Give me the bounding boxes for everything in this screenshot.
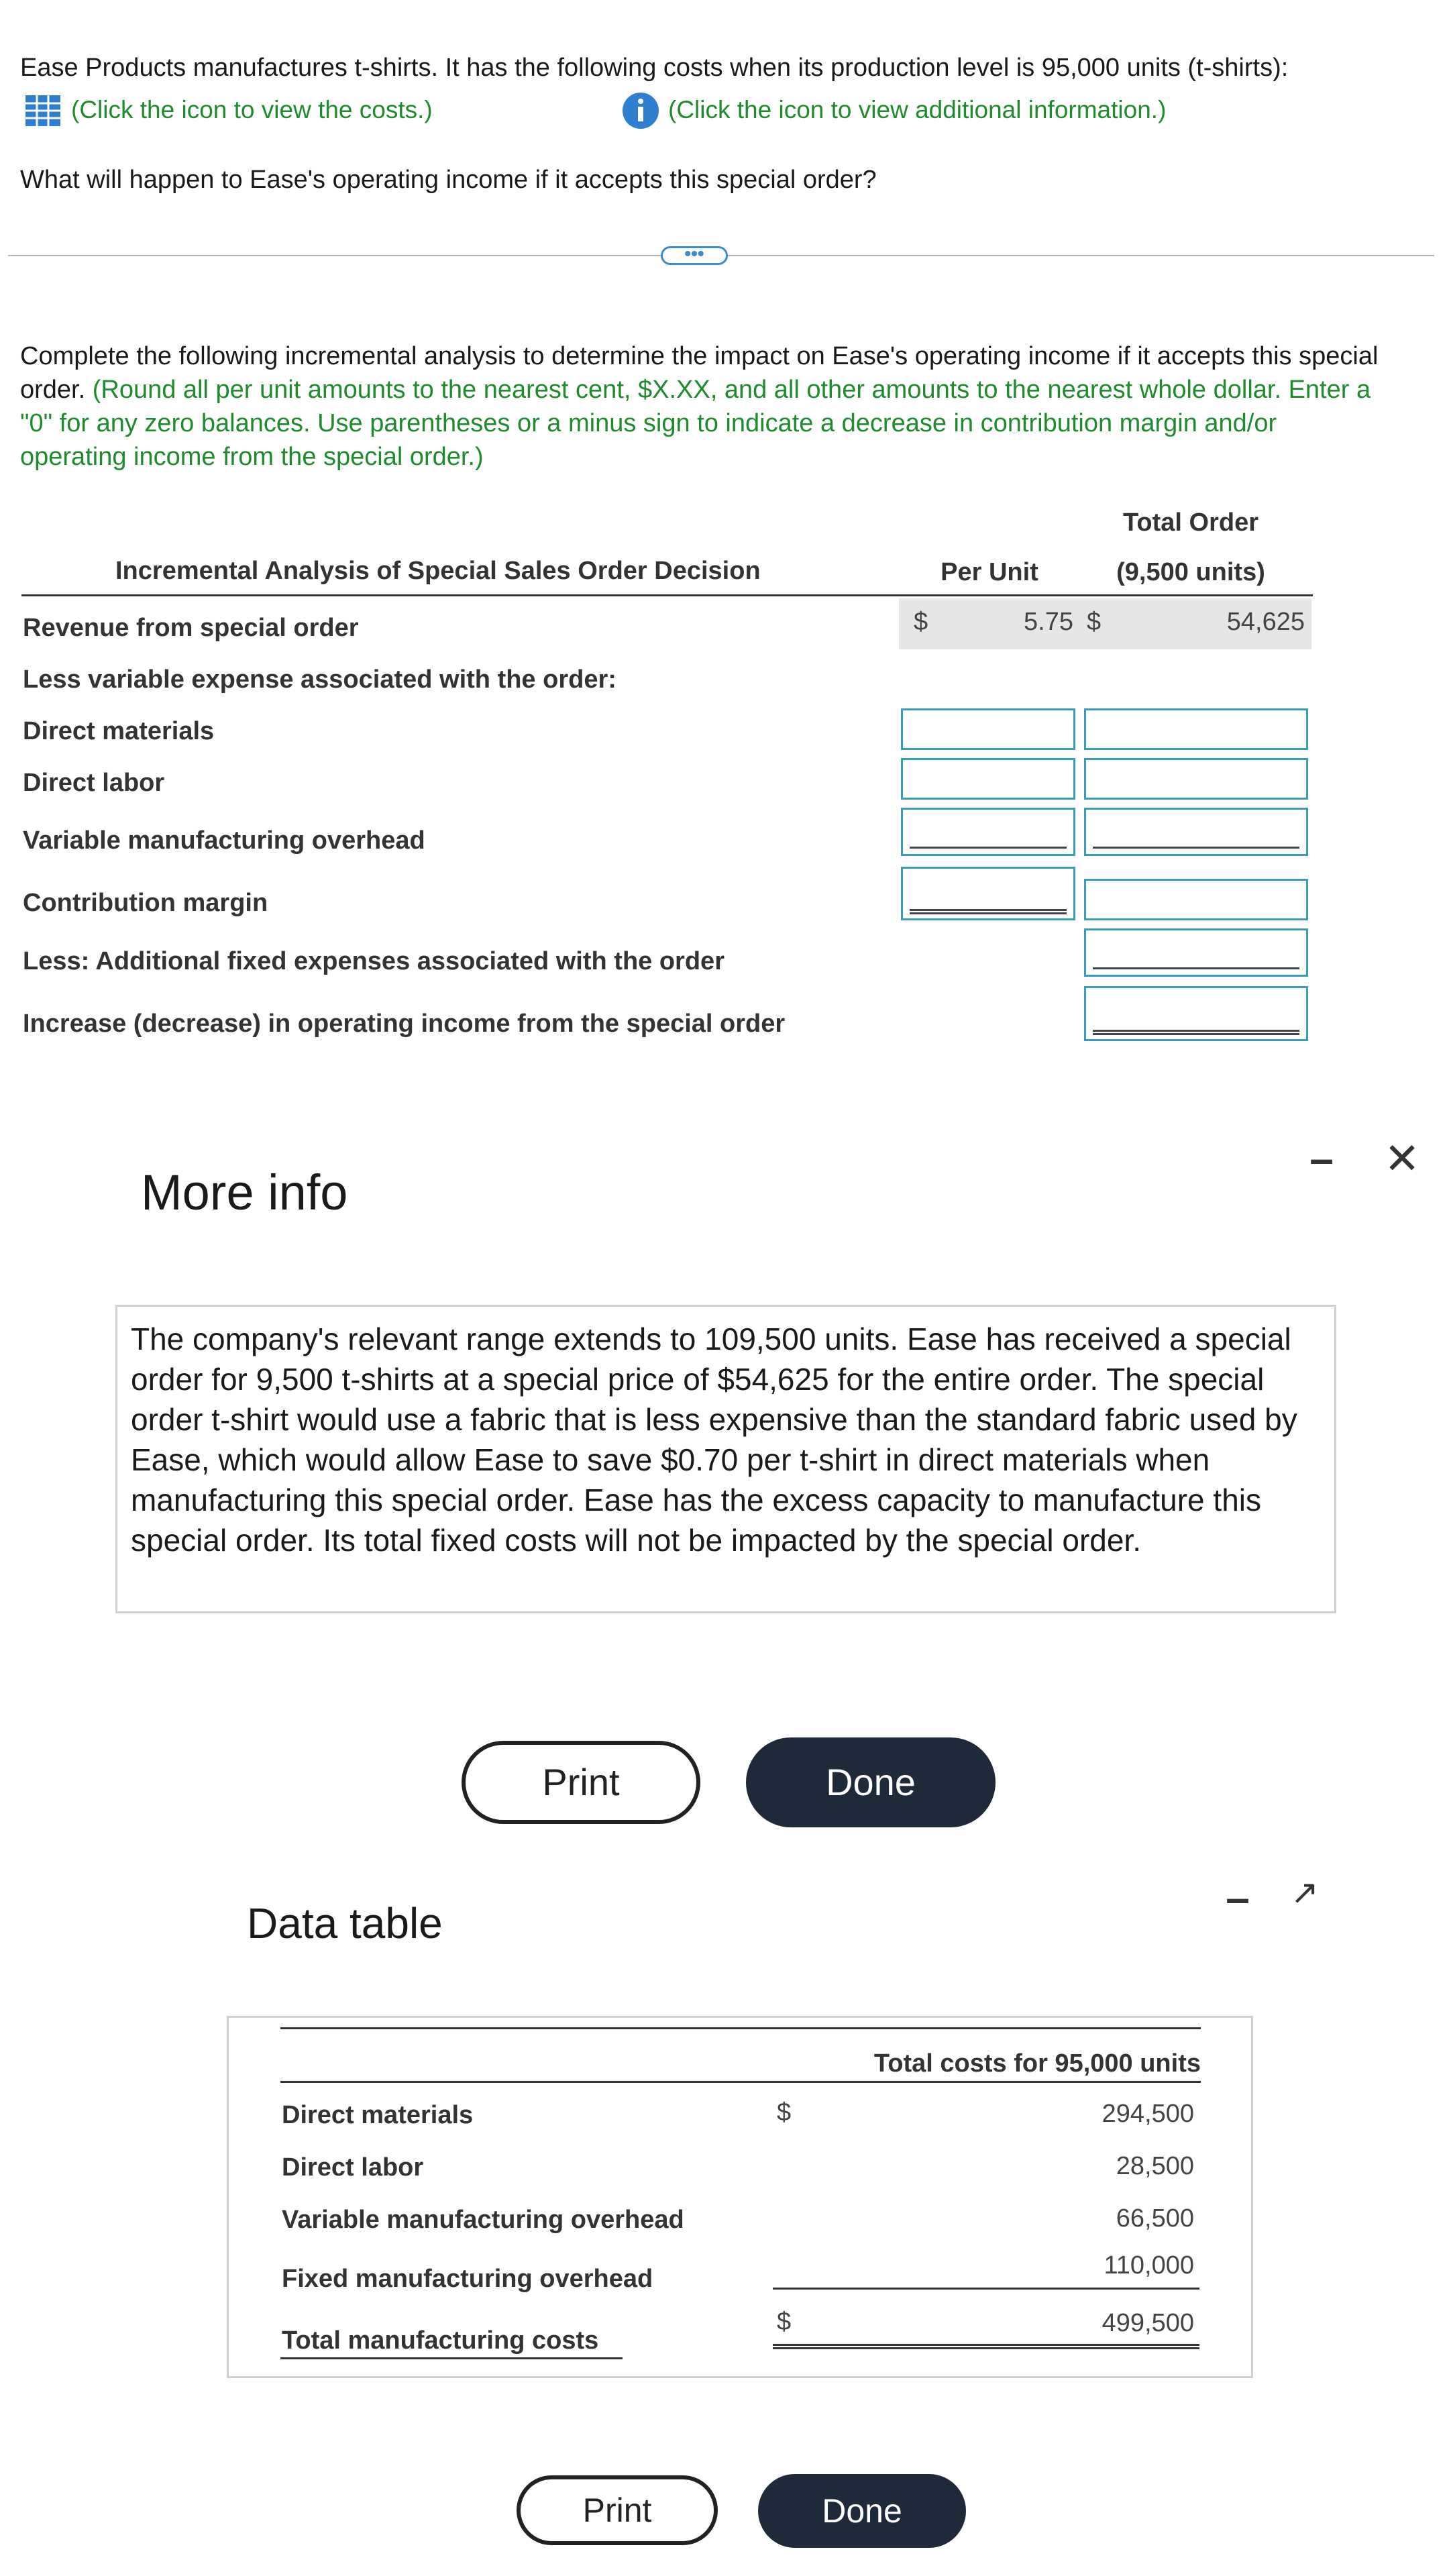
analysis-title: Incremental Analysis of Special Sales Order Decision [115, 557, 761, 585]
row-variable-overhead: Variable manufacturing overhead [23, 826, 425, 855]
data-table-expand-icon[interactable]: ↗ [1291, 1874, 1319, 1911]
direct-materials-per-unit-input[interactable] [901, 708, 1075, 750]
dt-direct-labor-value: 28,500 [1116, 2152, 1194, 2180]
revenue-per-unit-symbol: $ [914, 608, 928, 636]
data-table-minimize-icon[interactable]: – [1226, 1874, 1250, 1922]
contribution-margin-total-input[interactable] [1084, 879, 1308, 920]
more-info-text-box [115, 1305, 1336, 1613]
more-info-minimize-icon[interactable]: – [1309, 1134, 1334, 1183]
revenue-total-value: 54,625 [1226, 608, 1305, 636]
instructions [20, 339, 1382, 474]
instructions-text: Complete the following incremental analysis to determine the impact on Ease's operating income if it accepts this special order. [20, 342, 1379, 404]
header-rule [21, 594, 1313, 596]
dt-direct-materials-symbol: $ [777, 2098, 792, 2127]
costs-link[interactable]: (Click the icon to view the costs.) [71, 96, 433, 123]
dt-row-direct-labor: Direct labor [282, 2153, 424, 2182]
costs-table-icon[interactable] [24, 94, 64, 127]
dt-fixed-overhead-value: 110,000 [1104, 2251, 1194, 2279]
dt-row-fixed-overhead: Fixed manufacturing overhead [282, 2265, 653, 2293]
question-prompt: What will happen to Ease's operating income if it accepts this special order? [20, 166, 877, 194]
direct-labor-per-unit-input[interactable] [901, 758, 1075, 800]
data-table-header: Total costs for 95,000 units [873, 2049, 1201, 2078]
contribution-margin-per-unit-input[interactable] [901, 867, 1075, 920]
variable-overhead-per-unit-input[interactable] [901, 808, 1075, 856]
more-info-print-button[interactable]: Print [462, 1741, 700, 1824]
dt-row-variable-overhead: Variable manufacturing overhead [282, 2206, 684, 2234]
variable-overhead-total-input[interactable] [1084, 808, 1308, 856]
row-revenue: Revenue from special order [23, 614, 359, 642]
data-table-header-rule [280, 2081, 1201, 2083]
more-info-title: More info [141, 1165, 348, 1220]
revenue-total-symbol: $ [1087, 608, 1102, 636]
instructions-rounding: (Round all per unit amounts to the nearest cent, $X.XX, and all other amounts to the nearest whole dollar. Enter a "0" for any zero balances. Use parentheses or a minus sign to indicate a decrease in contribution margin and/or operating income from the special order.) [20, 376, 1371, 471]
row-less-variable: Less variable expense associated with the order: [23, 665, 616, 694]
additional-fixed-total-input[interactable] [1084, 928, 1308, 977]
more-info-done-button[interactable]: Done [746, 1737, 996, 1827]
col-total-header-1: Total Order [1123, 508, 1258, 537]
row-operating-income: Increase (decrease) in operating income from the special order [23, 1010, 786, 1038]
dt-row-direct-materials: Direct materials [282, 2101, 474, 2129]
dt-total-symbol: $ [777, 2308, 792, 2336]
dt-total-label-rule [280, 2357, 623, 2359]
info-icon[interactable] [621, 91, 661, 131]
row-additional-fixed: Less: Additional fixed expenses associated with the order [23, 947, 724, 975]
data-table-top-rule [280, 2027, 1201, 2029]
dt-total-value: 499,500 [1102, 2309, 1194, 2337]
more-info-close-icon[interactable]: ✕ [1384, 1134, 1420, 1183]
data-table-title: Data table [247, 1899, 443, 1947]
dt-row-total: Total manufacturing costs [282, 2326, 599, 2355]
col-total-header-2: (9,500 units) [1116, 558, 1265, 586]
question-intro: Ease Products manufactures t-shirts. It has the following costs when its production level is 95,000 units (t-shirts): [20, 54, 1289, 82]
row-direct-labor: Direct labor [23, 769, 165, 797]
revenue-per-unit-value: 5.75 [1024, 608, 1073, 636]
row-direct-materials: Direct materials [23, 717, 215, 745]
more-info-text: The company's relevant range extends to 109,500 units. Ease has received a special order for 9,500 t-shirts at a special price of $54,625 for the entire order. The special order t-shirt would use a fabric that is less expensive than the standard fabric used by Ease, which would allow Ease to save $0.70 per t-shirt in direct materials when manufacturing this special order. Ease has the excess capacity to manufacture this special order. Its total fixed costs will not be impacted by the special order. [131, 1322, 1297, 1558]
operating-income-total-input[interactable] [1084, 986, 1308, 1041]
dt-subtotal-rule [773, 2288, 1199, 2290]
dt-total-double-rule [773, 2344, 1199, 2349]
data-table-print-button[interactable]: Print [517, 2475, 718, 2545]
row-contribution-margin: Contribution margin [23, 889, 268, 917]
expand-ellipsis-button[interactable]: ••• [661, 246, 728, 265]
direct-labor-total-input[interactable] [1084, 758, 1308, 800]
direct-materials-total-input[interactable] [1084, 708, 1308, 750]
info-link[interactable]: (Click the icon to view additional information.) [668, 96, 1167, 123]
col-per-unit-header: Per Unit [941, 558, 1038, 586]
dt-direct-materials-value: 294,500 [1102, 2100, 1194, 2128]
data-table-done-button[interactable]: Done [758, 2474, 966, 2548]
dt-variable-overhead-value: 66,500 [1116, 2204, 1194, 2233]
